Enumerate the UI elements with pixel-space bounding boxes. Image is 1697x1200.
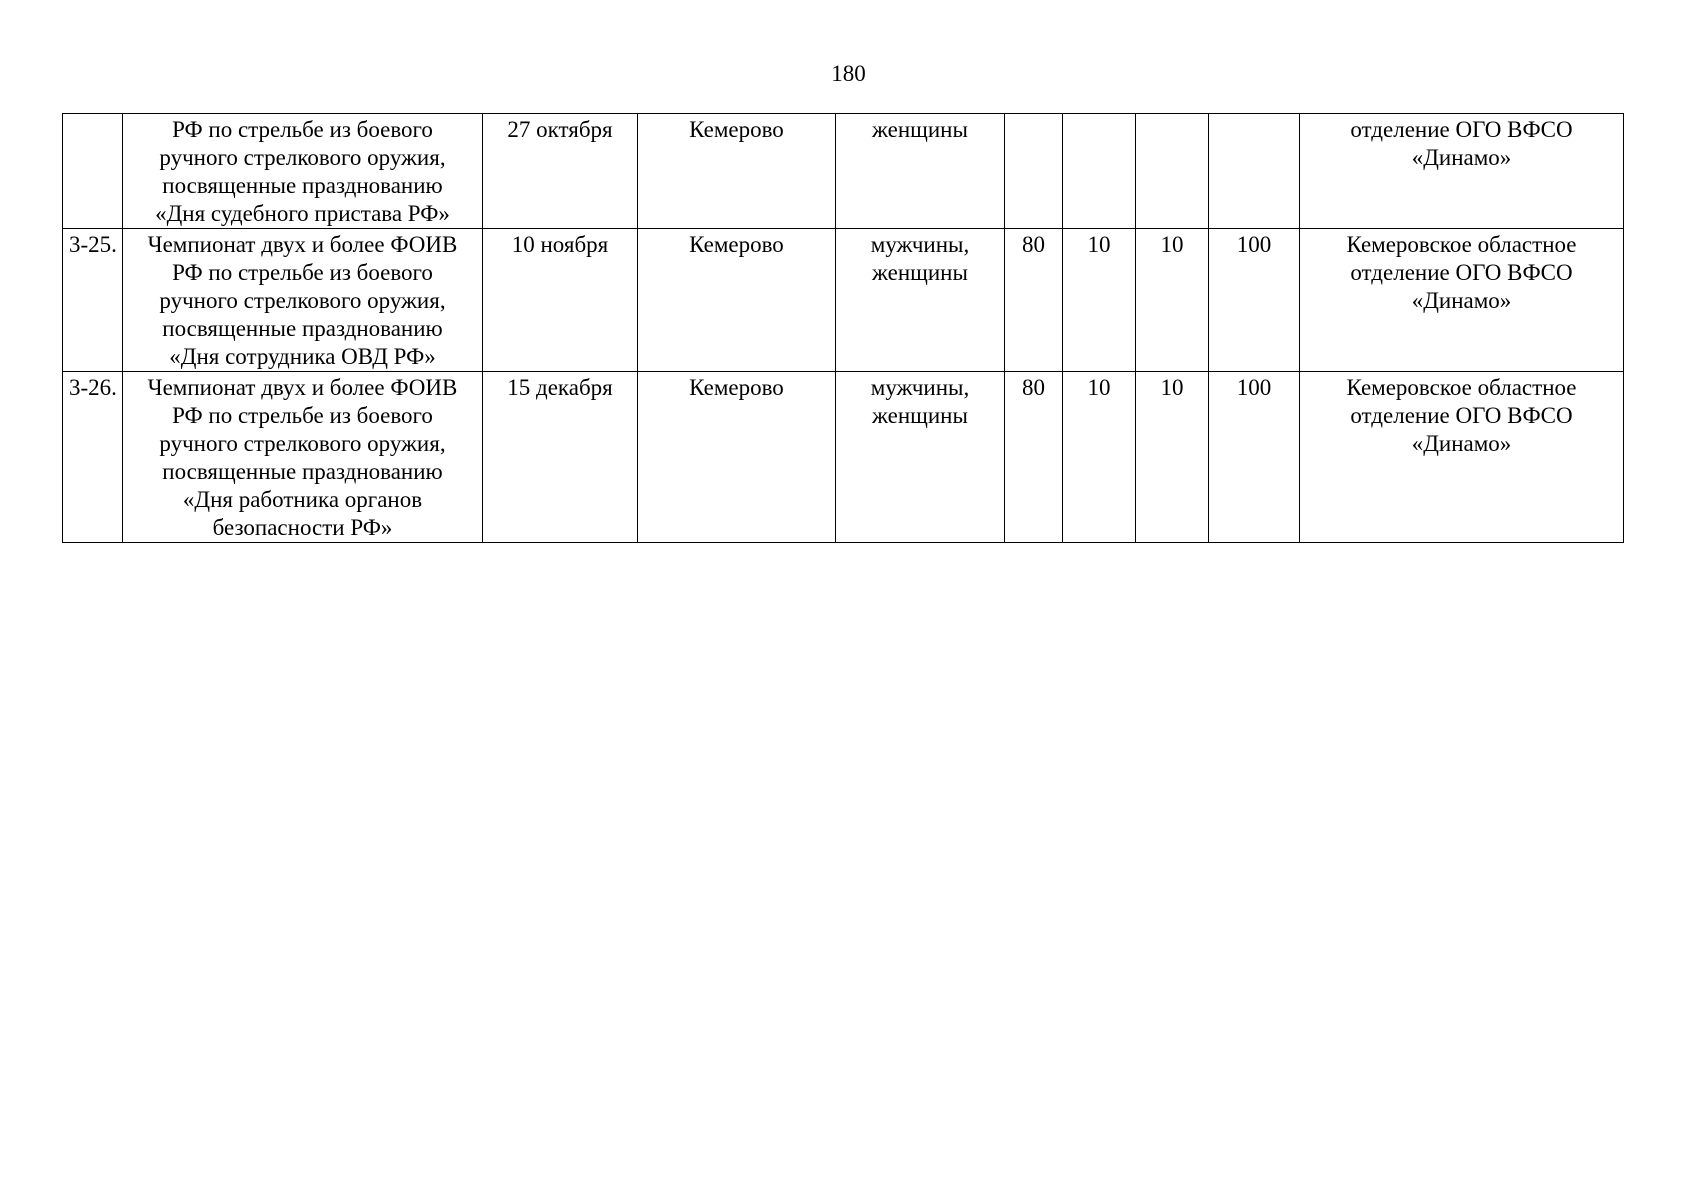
event-name-line: посвященные празднованию bbox=[162, 316, 443, 341]
count-cell-1: 80 bbox=[1005, 229, 1063, 372]
event-name-line: «Дня сотрудника ОВД РФ» bbox=[169, 344, 436, 369]
event-name-line: РФ по стрельбе из боевого bbox=[172, 403, 433, 428]
count-cell-2 bbox=[1063, 114, 1136, 229]
event-name-line: «Дня работника органов bbox=[182, 487, 423, 512]
count-cell-3: 10 bbox=[1136, 229, 1209, 372]
gender-line: мужчины, bbox=[870, 232, 970, 257]
count-cell-2: 10 bbox=[1063, 372, 1136, 543]
gender-line: женщины bbox=[872, 403, 968, 428]
event-name-line: «Дня судебного пристава РФ» bbox=[155, 201, 450, 226]
organizer bbox=[1300, 114, 1624, 229]
event-name bbox=[123, 229, 483, 372]
participants-gender bbox=[836, 114, 1005, 229]
event-date: 27 октября bbox=[483, 114, 638, 229]
organizer-line: отделение ОГО ВФСО bbox=[1350, 403, 1573, 428]
table-row bbox=[63, 229, 1624, 372]
gender-line: женщины bbox=[872, 260, 968, 285]
participants-gender bbox=[836, 372, 1005, 543]
event-name-line: посвященные празднованию bbox=[162, 173, 443, 198]
organizer-line: Кемеровское областное bbox=[1346, 232, 1577, 257]
organizer-line: «Динамо» bbox=[1411, 431, 1512, 456]
gender-line: мужчины, bbox=[870, 375, 970, 400]
event-name bbox=[123, 114, 483, 229]
event-name-line: ручного стрелкового оружия, bbox=[159, 431, 446, 456]
event-name-line: ручного стрелкового оружия, bbox=[159, 145, 446, 170]
event-name-line: ручного стрелкового оружия, bbox=[159, 288, 446, 313]
event-name-line: РФ по стрельбе из боевого bbox=[172, 260, 433, 285]
row-number: 3-25. bbox=[63, 229, 123, 372]
event-name-line: Чемпионат двух и более ФОИВ bbox=[147, 232, 458, 257]
event-name-line: РФ по стрельбе из боевого bbox=[172, 117, 433, 142]
count-cell-total: 100 bbox=[1209, 372, 1300, 543]
gender-line: женщины bbox=[872, 117, 968, 142]
events-table bbox=[62, 113, 1624, 543]
event-city: Кемерово bbox=[638, 114, 836, 229]
organizer-line: отделение ОГО ВФСО bbox=[1350, 260, 1573, 285]
table-row bbox=[63, 372, 1624, 543]
row-number: 3-26. bbox=[63, 372, 123, 543]
organizer-line: «Динамо» bbox=[1411, 145, 1512, 170]
event-city: Кемерово bbox=[638, 372, 836, 543]
table-row bbox=[63, 114, 1624, 229]
count-cell-1 bbox=[1005, 114, 1063, 229]
event-name bbox=[123, 372, 483, 543]
event-date: 10 ноября bbox=[483, 229, 638, 372]
organizer-line: «Динамо» bbox=[1411, 288, 1512, 313]
count-cell-1: 80 bbox=[1005, 372, 1063, 543]
count-cell-3: 10 bbox=[1136, 372, 1209, 543]
count-cell-3 bbox=[1136, 114, 1209, 229]
event-date: 15 декабря bbox=[483, 372, 638, 543]
row-number bbox=[63, 114, 123, 229]
event-city: Кемерово bbox=[638, 229, 836, 372]
organizer-line: отделение ОГО ВФСО bbox=[1350, 117, 1573, 142]
organizer bbox=[1300, 229, 1624, 372]
count-cell-total: 100 bbox=[1209, 229, 1300, 372]
event-name-line: Чемпионат двух и более ФОИВ bbox=[147, 375, 458, 400]
event-name-line: посвященные празднованию bbox=[162, 459, 443, 484]
organizer-line: Кемеровское областное bbox=[1346, 375, 1577, 400]
count-cell-2: 10 bbox=[1063, 229, 1136, 372]
count-cell-total bbox=[1209, 114, 1300, 229]
event-name-line: безопасности РФ» bbox=[212, 515, 393, 540]
participants-gender bbox=[836, 229, 1005, 372]
organizer bbox=[1300, 372, 1624, 543]
page-number: 180 bbox=[831, 61, 866, 86]
